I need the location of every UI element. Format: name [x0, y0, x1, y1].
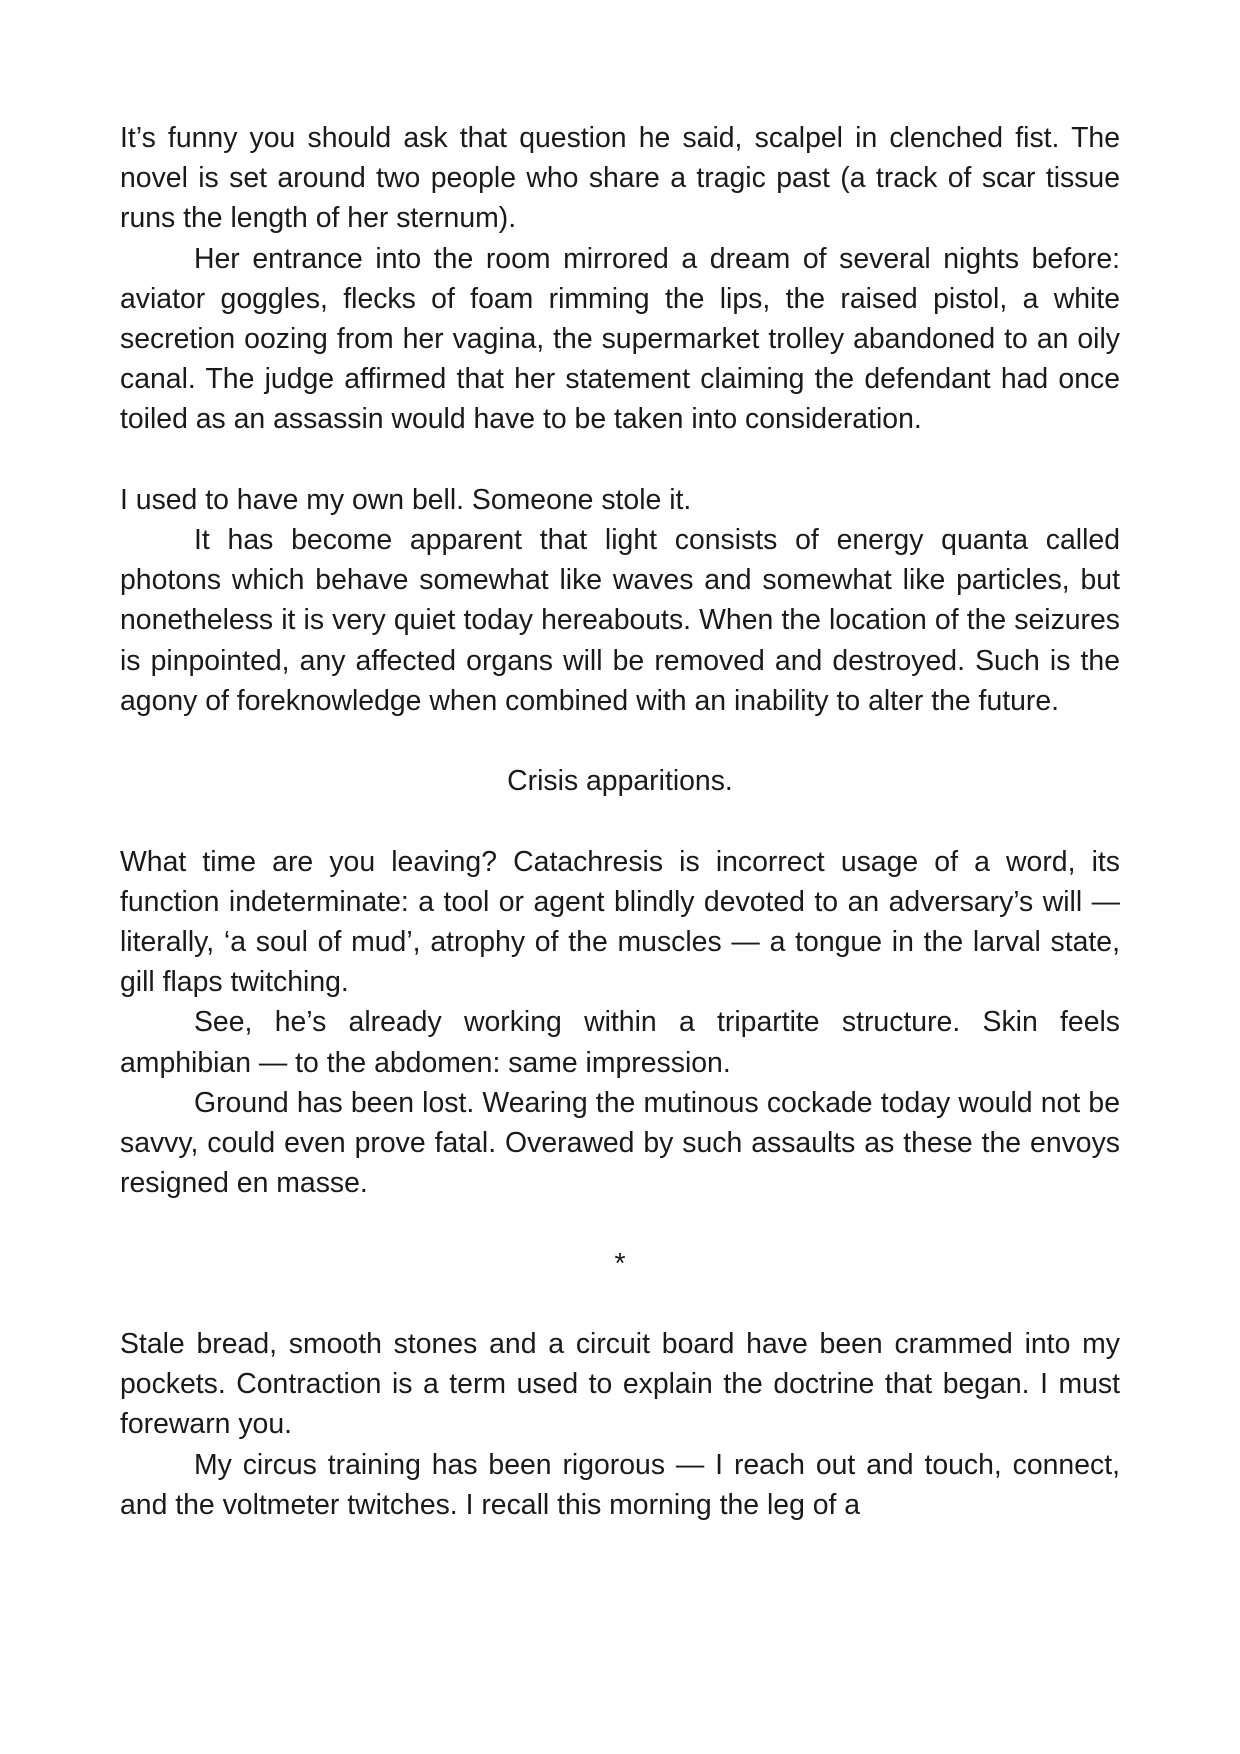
- blank-line: [120, 1284, 1120, 1324]
- paragraph-8: Stale bread, smooth stones and a circuit board have been crammed into my pockets. Contraction is a term used to explain the doctrine that began. I must forewarn you.: [120, 1328, 1120, 1441]
- paragraph-9: My circus training has been rigorous — I reach out and touch, connect, and the voltmeter twitches. I recall this morning the leg of a: [120, 1448, 1120, 1521]
- blank-line: [120, 440, 1120, 480]
- blank-line: [120, 1203, 1120, 1243]
- blank-line: [120, 721, 1120, 761]
- centered-heading: Crisis apparitions.: [507, 765, 733, 798]
- paragraph-4: It has become apparent that light consists of energy quanta called photons which behave somewhat like waves and somewhat like particles, but nonetheless it is very quiet today hereabouts. When the location of the seizures is pinpointed, any affected organs will be removed and destroyed. Such is the agony of foreknowledge when combined with an inability to alter the future.: [120, 524, 1120, 717]
- paragraph-5: What time are you leaving? Catachresis is incorrect usage of a word, its function indeterminate: a tool or agent blindly devoted to an adversary’s will — literally, ‘a soul of mud’, atrophy of the muscles — a tongue in the larval state, gill flaps twitching.: [120, 845, 1120, 999]
- paragraph-6: See, he’s already working within a tripartite structure. Skin feels amphibian — to the abdomen: same impression.: [120, 1006, 1120, 1079]
- paragraph-1: It’s funny you should ask that question he said, scalpel in clenched fist. The novel is set around two people who share a tragic past (a track of scar tissue runs the length of her sternum).: [120, 122, 1120, 235]
- document-page: [120, 118, 1120, 1525]
- blank-line: [120, 801, 1120, 841]
- section-divider-asterisk: *: [614, 1247, 626, 1280]
- paragraph-2: Her entrance into the room mirrored a dream of several nights before: aviator goggles, flecks of foam rimming the lips, the raised pistol, a white secretion oozing from her vagina, the supermarket trolley abandoned to an oily canal. The judge affirmed that her statement claiming the defendant had once toiled as an assassin would have to be taken into consideration.: [120, 242, 1120, 436]
- paragraph-7: Ground has been lost. Wearing the mutinous cockade today would not be savvy, could even prove fatal. Overawed by such assaults as these the envoys resigned en masse.: [120, 1086, 1120, 1200]
- paragraph-3: I used to have my own bell. Someone stole it.: [120, 483, 692, 516]
